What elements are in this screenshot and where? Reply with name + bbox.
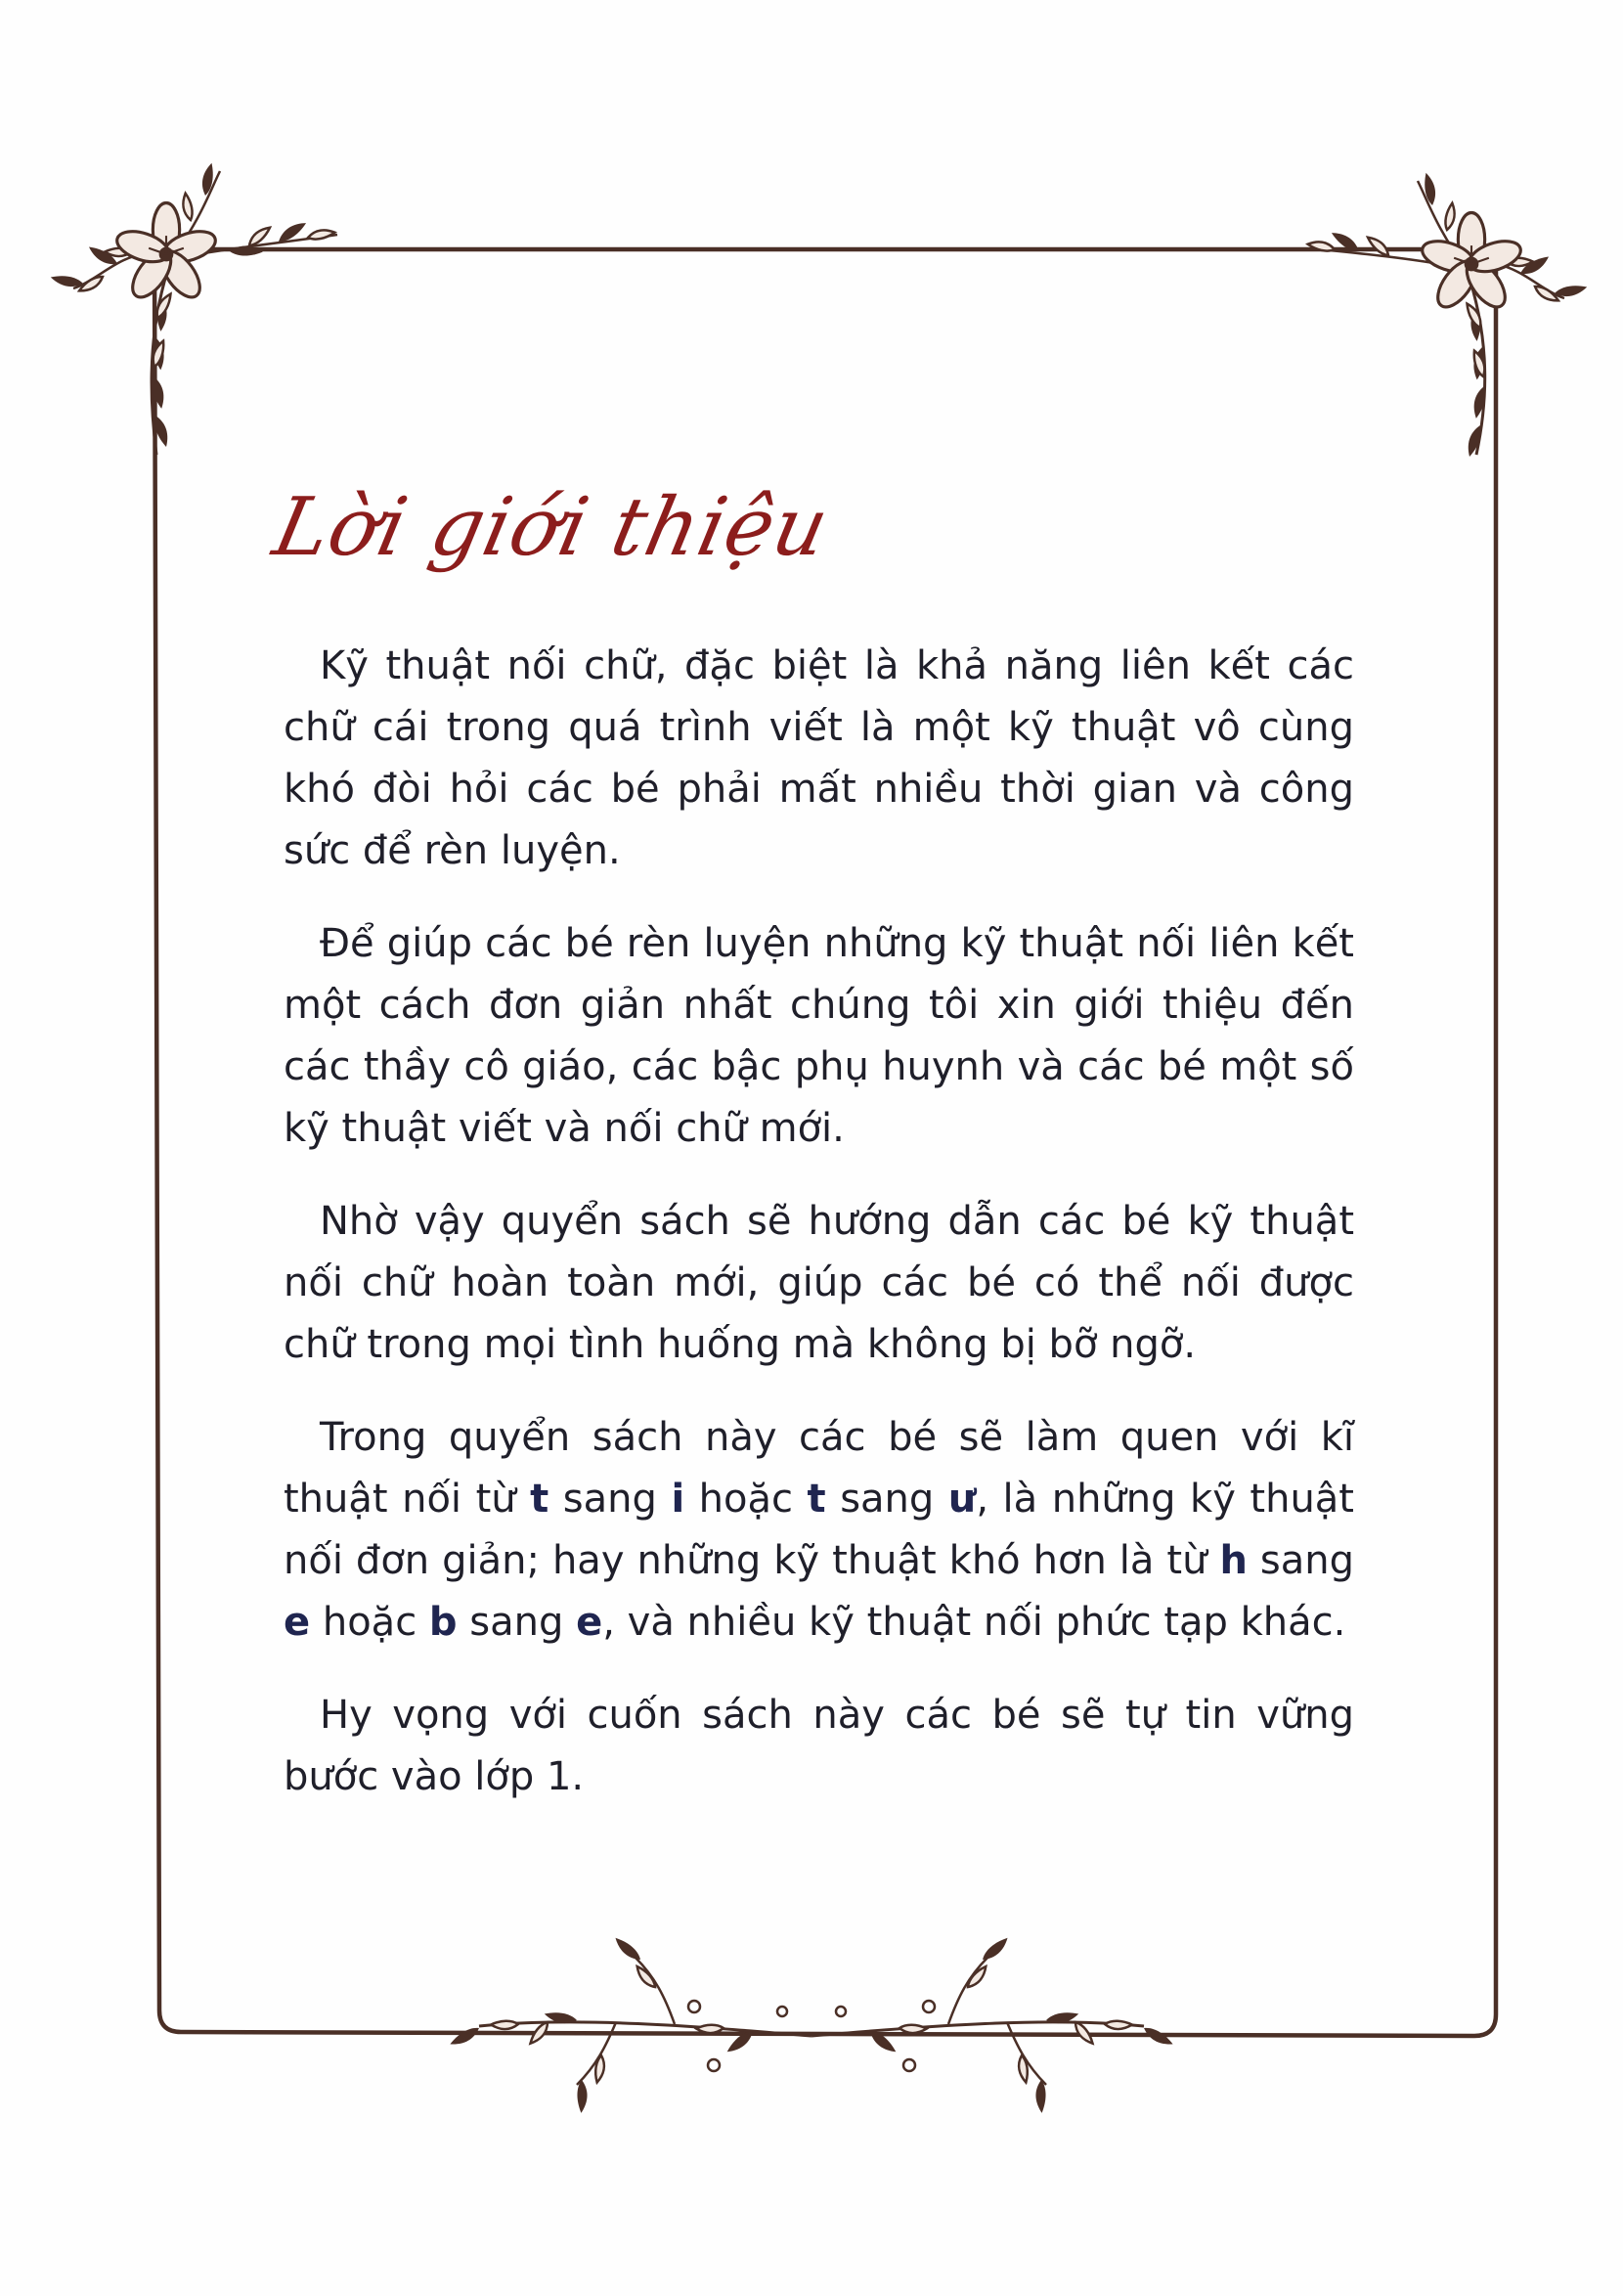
paragraph-text: sang (1247, 1538, 1355, 1583)
paragraph-4 (284, 1407, 1354, 1654)
highlight-letter: ư (947, 1477, 977, 1522)
paragraph-text: sang (825, 1477, 948, 1522)
highlight-letter: t (807, 1477, 826, 1522)
paragraph-text: sang (548, 1477, 672, 1522)
paragraph-text: Trong quyển sách này các bé sẽ làm quen với kĩ thuật nối từ (284, 1415, 1354, 1522)
paragraph-text: , và nhiều kỹ thuật nối phức tạp khác. (602, 1600, 1346, 1645)
paragraph-text: hoặc (684, 1477, 808, 1522)
paragraph-text: Nhờ vậy quyển sách sẽ hướng dẫn các bé kỹ thuật nối chữ hoàn toàn mới, giúp các bé có thể nối được chữ trong mọi tình huống mà không bị bỡ ngỡ. (284, 1199, 1354, 1367)
leaf-branch-icon-left (448, 1932, 812, 2113)
flower-corner-icon-left (50, 162, 337, 455)
highlight-letter: b (428, 1600, 458, 1645)
paragraph-1 (284, 636, 1354, 882)
intro-body (284, 636, 1354, 1839)
paragraph-text: Kỹ thuật nối chữ, đặc biệt là khả năng liên kết các chữ cái trong quá trình viết là một kỹ thuật vô cùng khó đòi hỏi các bé phải mất nhiều thời gian và công sức để rèn luyện. (284, 643, 1354, 873)
paragraph-2 (284, 913, 1354, 1160)
paragraph-3 (284, 1191, 1354, 1376)
paragraph-text: hoặc (310, 1600, 429, 1645)
highlight-letter: e (284, 1600, 311, 1645)
paragraph-text: Hy vọng với cuốn sách này các bé sẽ tự tin vững bước vào lớp 1. (284, 1693, 1354, 1799)
page-title: Lời giới thiệu (266, 481, 838, 574)
flower-corner-icon-right (1308, 172, 1588, 457)
highlight-letter: h (1219, 1538, 1248, 1583)
highlight-letter: i (671, 1477, 685, 1522)
highlight-letter: e (576, 1600, 603, 1645)
leaf-branch-icon-right (812, 1932, 1175, 2113)
paragraph-text: , là những kỹ thuật nối đơn giản; hay những kỹ thuật khó hơn là từ (284, 1477, 1354, 1583)
paragraph-5 (284, 1685, 1354, 1808)
paragraph-text: Để giúp các bé rèn luyện những kỹ thuật nối liên kết một cách đơn giản nhất chúng tôi xin giới thiệu đến các thầy cô giáo, các bậc phụ huynh và các bé một số kỹ thuật viết và nối chữ mới. (284, 921, 1354, 1151)
paragraph-text: sang (457, 1600, 577, 1645)
highlight-letter: t (530, 1477, 549, 1522)
